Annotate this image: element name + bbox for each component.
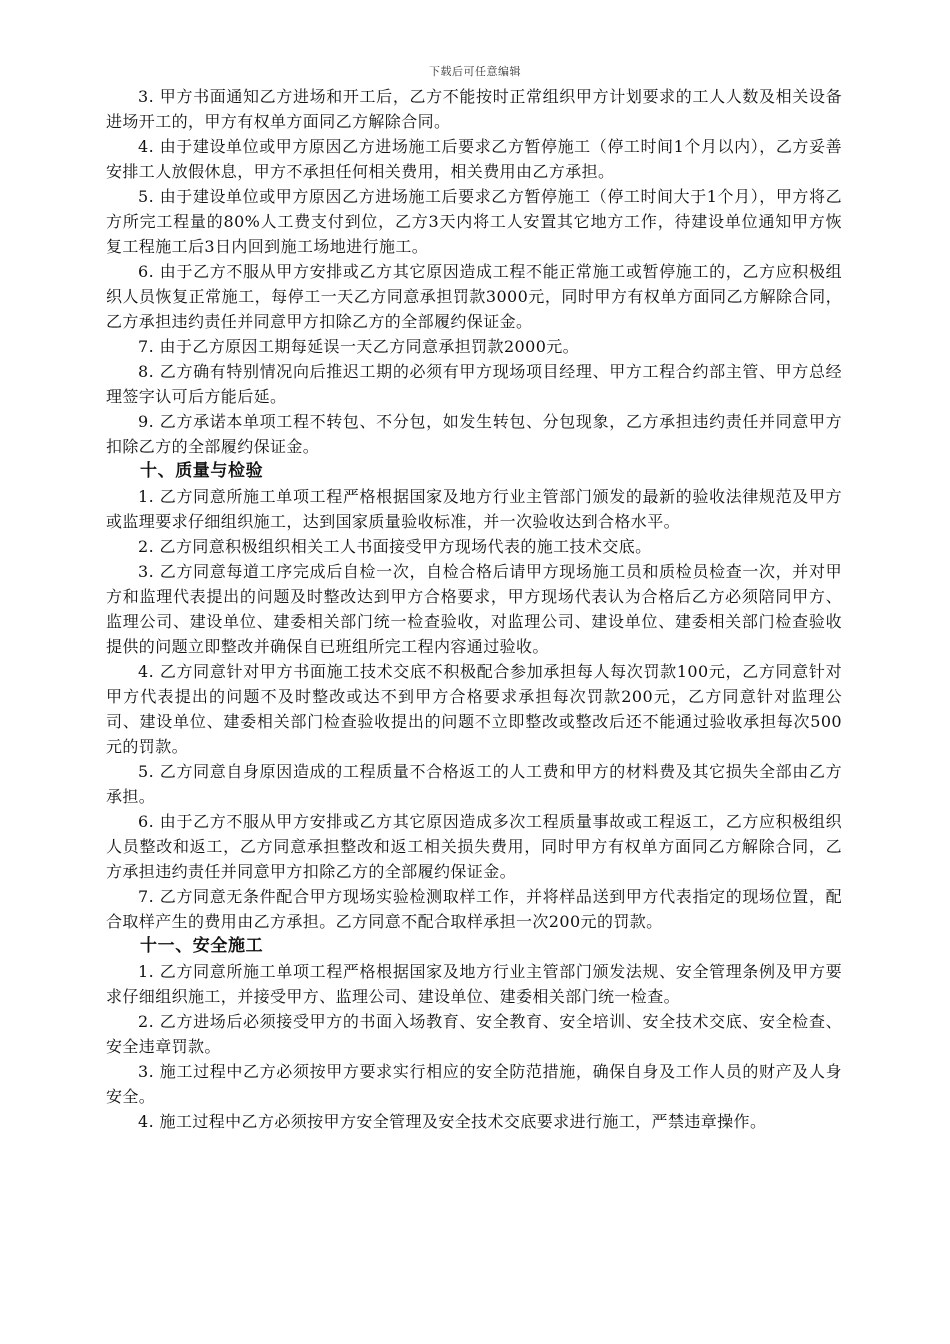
document-body [106, 84, 842, 1134]
section-heading-quality: 十、质量与检验 [140, 461, 264, 481]
clause-10-6: 6. 由于乙方不服从甲方安排或乙方其它原因造成多次工程质量事故或工程返工，乙方应积极组织人员整改和返工，乙方同意承担整改和返工相关损失费用，同时甲方有权单方面同乙方解除合同，乙方承担违约责任并同意甲方扣除乙方的全部履约保证金。 [106, 812, 842, 881]
clause-10-7: 7. 乙方同意无条件配合甲方现场实验检测取样工作，并将样品送到甲方代表指定的现场位置，配合取样产生的费用由乙方承担。乙方同意不配合取样承担一次200元的罚款。 [106, 887, 842, 931]
clause-9-9: 9. 乙方承诺本单项工程不转包、不分包，如发生转包、分包现象，乙方承担违约责任并同意甲方扣除乙方的全部履约保证金。 [106, 412, 842, 456]
clause-11-2: 2. 乙方进场后必须接受甲方的书面入场教育、安全教育、安全培训、安全技术交底、安全检查、安全违章罚款。 [106, 1012, 842, 1056]
clause-9-7: 7. 由于乙方原因工期每延误一天乙方同意承担罚款2000元。 [138, 337, 580, 356]
clause-10-1: 1. 乙方同意所施工单项工程严格根据国家及地方行业主管部门颁发的最新的验收法律规范及甲方或监理要求仔细组织施工，达到国家质量验收标准，并一次验收达到合格水平。 [106, 487, 842, 531]
clause-9-8: 8. 乙方确有特别情况向后推迟工期的必须有甲方现场项目经理、甲方工程合约部主管、甲方总经理签字认可后方能后延。 [106, 362, 842, 406]
clause-9-4: 4. 由于建设单位或甲方原因乙方进场施工后要求乙方暂停施工（停工时间1个月以内），乙方妥善安排工人放假休息，甲方不承担任何相关费用，相关费用由乙方承担。 [106, 137, 842, 181]
clause-10-5: 5. 乙方同意自身原因造成的工程质量不合格返工的人工费和甲方的材料费及其它损失全部由乙方承担。 [106, 762, 842, 806]
clause-10-2: 2. 乙方同意积极组织相关工人书面接受甲方现场代表的施工技术交底。 [138, 537, 652, 556]
clause-9-3: 3. 甲方书面通知乙方进场和开工后，乙方不能按时正常组织甲方计划要求的工人人数及相关设备进场开工的，甲方有权单方面同乙方解除合同。 [106, 87, 842, 131]
clause-10-3: 3. 乙方同意每道工序完成后自检一次，自检合格后请甲方现场施工员和质检员检查一次，并对甲方和监理代表提出的问题及时整改达到甲方合格要求，甲方现场代表认为合格后乙方必须陪同甲方、监理公司、建设单位、建委相关部门统一检查验收，对监理公司、建设单位、建委相关部门检查验收提供的问题立即整改并确保自已班组所完工程内容通过验收。 [106, 562, 842, 656]
clause-10-4: 4. 乙方同意针对甲方书面施工技术交底不积极配合参加承担每人每次罚款100元，乙方同意针对甲方代表提出的问题不及时整改或达不到甲方合格要求承担每次罚款200元，乙方同意针对监理公司、建设单位、建委相关部门检查验收提出的问题不立即整改或整改后还不能通过验收承担每次500元的罚款。 [106, 662, 842, 756]
clause-11-3: 3. 施工过程中乙方必须按甲方要求实行相应的安全防范措施，确保自身及工作人员的财产及人身安全。 [106, 1062, 842, 1106]
clause-9-6: 6. 由于乙方不服从甲方安排或乙方其它原因造成工程不能正常施工或暂停施工的，乙方应积极组织人员恢复正常施工，每停工一天乙方同意承担罚款3000元，同时甲方有权单方面同乙方解除合同，乙方承担违约责任并同意甲方扣除乙方的全部履约保证金。 [106, 262, 842, 331]
section-heading-safety: 十一、安全施工 [140, 936, 264, 956]
header-note: 下载后可任意编辑 [429, 65, 521, 78]
clause-9-5: 5. 由于建设单位或甲方原因乙方进场施工后要求乙方暂停施工（停工时间大于1个月），甲方将乙方所完工程量的80%人工费支付到位，乙方3天内将工人安置其它地方工作，待建设单位通知甲方恢复工程施工后3日内回到施工场地进行施工。 [106, 187, 842, 256]
clause-11-4: 4. 施工过程中乙方必须按甲方安全管理及安全技术交底要求进行施工，严禁违章操作。 [138, 1112, 767, 1131]
clause-11-1: 1. 乙方同意所施工单项工程严格根据国家及地方行业主管部门颁发法规、安全管理条例及甲方要求仔细组织施工，并接受甲方、监理公司、建设单位、建委相关部门统一检查。 [106, 962, 842, 1006]
